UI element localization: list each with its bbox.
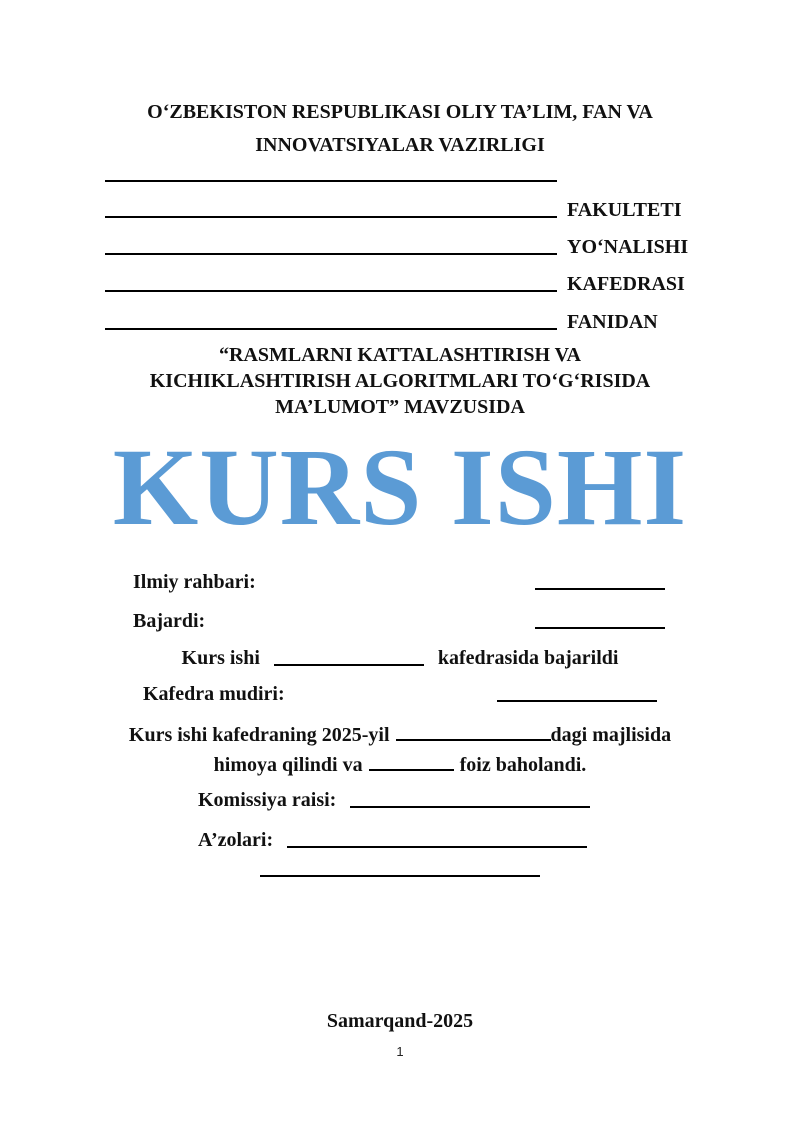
majlis-text-4: foiz baholandi.: [459, 754, 587, 776]
majlis-text-1: Kurs ishi kafedraning 2025-yil: [128, 724, 390, 746]
komissiya-raisi-row: [198, 788, 590, 812]
majlis-text-2: dagi majlisida: [550, 724, 672, 746]
ilmiy-rahbari-blank-line: [535, 586, 665, 590]
blank-line-yonalishi: [105, 251, 557, 255]
blank-line-institution: [105, 180, 557, 182]
topic-line3: MA’LUMOT” MAVZUSIDA: [275, 396, 525, 418]
blank-line-kafedrasi: [105, 288, 557, 292]
azolari-extra-blank-line: [260, 875, 540, 877]
page-number: 1: [396, 1044, 404, 1059]
majlis-line1: [0, 720, 800, 750]
org-field-row-kafedrasi: [105, 272, 685, 296]
kafedra-mudiri-row: [143, 682, 657, 706]
komissiya-raisi-blank-line: [350, 804, 590, 808]
bajardi-row: [133, 609, 665, 633]
majlis-date-blank-line: [396, 725, 551, 741]
kafedra-mudiri-blank-line: [497, 698, 657, 702]
ministry-header-line1: OʻZBEKISTON RESPUBLIKASI OLIY TA’LIM, FAN VA: [147, 101, 653, 123]
majlis-foiz-blank-line: [369, 755, 454, 771]
org-field-label-fakulteti: FAKULTETI: [567, 199, 682, 221]
ilmiy-rahbari-label: Ilmiy rahbari:: [133, 571, 256, 593]
topic-paragraph: [0, 342, 800, 420]
majlis-paragraph: [0, 720, 800, 780]
majlis-text-3: himoya qilindi va: [213, 754, 363, 776]
blank-line-fanidan: [105, 326, 557, 330]
majlis-line2: [0, 750, 800, 780]
kafedra-mudiri-label: Kafedra mudiri:: [143, 683, 285, 705]
topic-line1: “RASMLARNI KATTALASHTIRISH VA: [219, 344, 581, 366]
org-field-label-yonalishi: YOʻNALISHI: [567, 236, 689, 258]
ministry-header: [0, 96, 800, 162]
ilmiy-rahbari-row: [133, 570, 665, 594]
org-field-label-kafedrasi: KAFEDRASI: [567, 273, 685, 295]
bajardi-blank-line: [535, 625, 665, 629]
blank-line-fakulteti: [105, 214, 557, 218]
azolari-label: A’zolari:: [198, 829, 274, 851]
kafedra-nomi-blank-line: [274, 662, 424, 666]
topic-line2: KICHIKLASHTIRISH ALGORITMLARI TOʻGʻRISIDA: [149, 370, 651, 392]
main-title: KURS ISHI: [112, 426, 688, 548]
org-field-label-fanidan: FANIDAN: [567, 311, 658, 333]
komissiya-raisi-label: Komissiya raisi:: [198, 789, 337, 811]
org-field-row-fanidan: [105, 310, 658, 334]
kafedrasida-bajarildi-row: [0, 646, 800, 670]
azolari-row: [198, 828, 587, 852]
bajardi-label: Bajardi:: [133, 610, 206, 632]
kurs-ishi-prefix: Kurs ishi: [181, 647, 260, 669]
org-field-row-fakulteti: [105, 198, 681, 222]
azolari-blank-line: [287, 844, 587, 848]
kafedrasida-bajarildi-label: kafedrasida bajarildi: [437, 647, 619, 669]
ministry-header-line2: INNOVATSIYALAR VAZIRLIGI: [255, 134, 545, 156]
org-field-row-yonalishi: [105, 235, 688, 259]
city-year: Samarqand-2025: [326, 1010, 474, 1032]
